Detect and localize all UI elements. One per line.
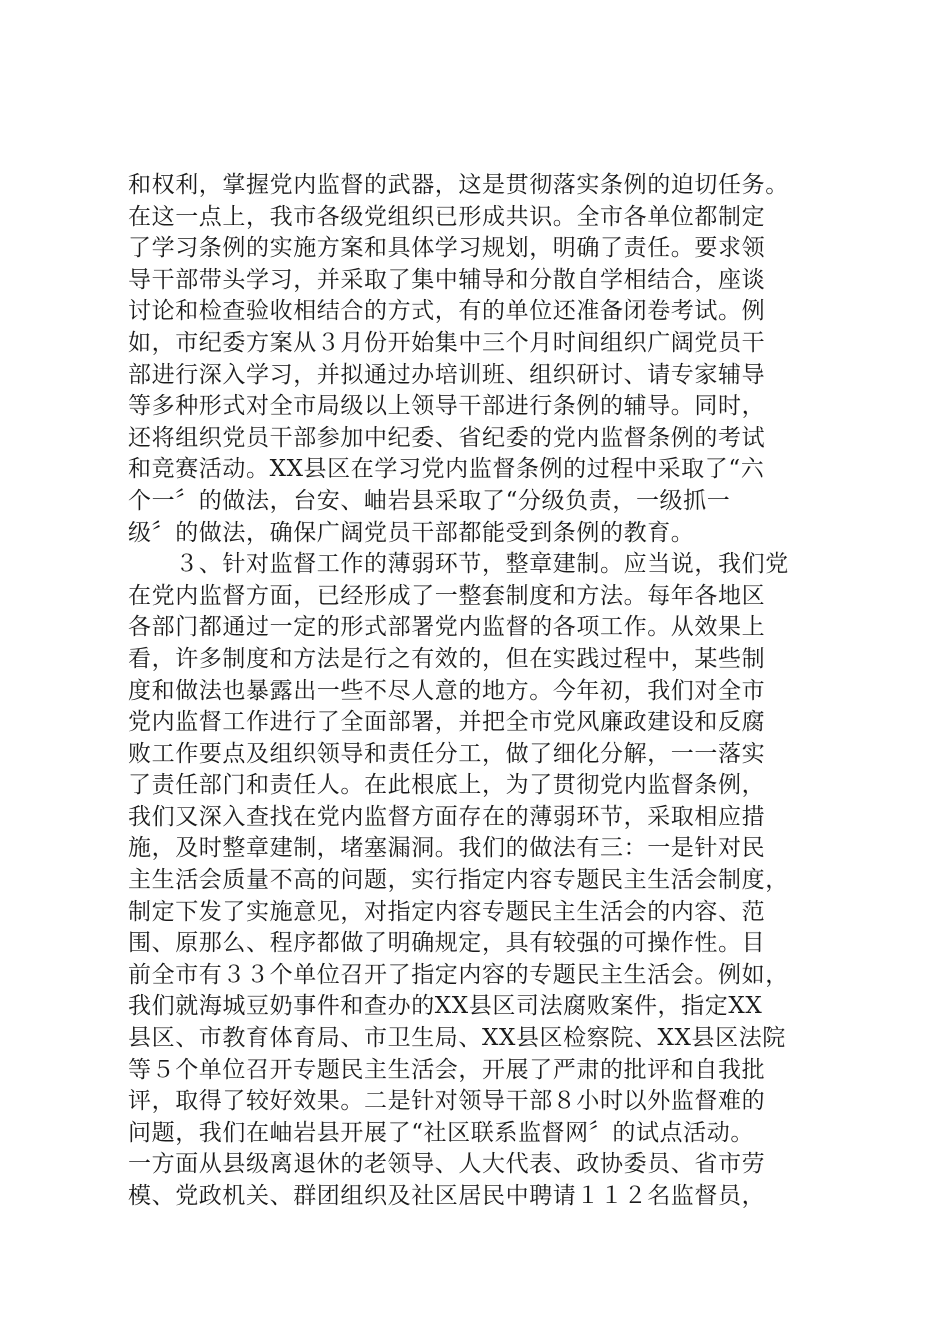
text-line: 导干部带头学习，并采取了集中辅导和分散自学相结合，座谈 bbox=[128, 266, 766, 293]
text-line: 前全市有３３个单位召开了指定内容的专题民主生活会。例如， bbox=[128, 961, 789, 988]
text-line: 模、党政机关、群团组织及社区居民中聘请１１２名监督员， bbox=[128, 1183, 766, 1209]
text-line: 等５个单位召开专题民主生活会，开展了严肃的批评和自我批 bbox=[128, 1056, 766, 1083]
text-line: 个一〞的做法，台安、岫岩县采取了“分级负责，一级抓一 bbox=[128, 487, 731, 514]
paragraph-start-line: ３、针对监督工作的薄弱环节，整章建制。应当说，我们党 bbox=[128, 551, 789, 578]
text-line: 和权利，掌握党内监督的武器，这是贯彻落实条例的迫切任务。 bbox=[128, 172, 789, 198]
text-line: 等多种形式对全市局级以上领导干部进行条例的辅导。同时， bbox=[128, 393, 766, 420]
text-line: 如，市纪委方案从３月份开始集中三个月时间组织广阔党员干 bbox=[128, 329, 766, 356]
text-line: 我们就海城豆奶事件和查办的XX县区司法腐败案件，指定XX bbox=[128, 993, 763, 1020]
text-line: 在党内监督方面，已经形成了一整套制度和方法。每年各地区 bbox=[128, 582, 766, 609]
text-line: 在这一点上，我市各级党组织已形成共识。全市各单位都制定 bbox=[128, 203, 766, 230]
text-line: 和竞赛活动。XX县区在学习党内监督条例的过程中采取了“六 bbox=[128, 456, 765, 483]
text-line: 看，许多制度和方法是行之有效的，但在实践过程中，某些制 bbox=[128, 645, 766, 672]
text-line: 问题，我们在岫岩县开展了“社区联系监督网〞的试点活动。 bbox=[128, 1119, 754, 1146]
text-line: 级〞的做法，确保广阔党员干部都能受到条例的教育。 bbox=[128, 519, 695, 546]
text-line: 部进行深入学习，并拟通过办培训班、组织研讨、请专家辅导 bbox=[128, 361, 766, 388]
text-line: 各部门都通过一定的形式部署党内监督的各项工作。从效果上 bbox=[128, 614, 766, 641]
text-line: 围、原那么、程序都做了明确规定，具有较强的可操作性。目 bbox=[128, 930, 766, 957]
text-line: 制定下发了实施意见，对指定内容专题民主生活会的内容、范 bbox=[128, 898, 766, 925]
text-line: 评，取得了较好效果。二是针对领导干部８小时以外监督难的 bbox=[128, 1088, 766, 1115]
text-line: 施，及时整章建制，堵塞漏洞。我们的做法有三：一是针对民 bbox=[128, 835, 766, 862]
text-line: 了学习条例的实施方案和具体学习规划，明确了责任。要求领 bbox=[128, 235, 766, 262]
text-line: 还将组织党员干部参加中纪委、省纪委的党内监督条例的考试 bbox=[128, 424, 766, 451]
text-line: 一方面从县级离退休的老领导、人大代表、政协委员、省市劳 bbox=[128, 1151, 766, 1178]
text-line: 了责任部门和责任人。在此根底上，为了贯彻党内监督条例， bbox=[128, 772, 766, 799]
text-line: 讨论和检查验收相结合的方式，有的单位还准备闭卷考试。例 bbox=[128, 298, 766, 325]
text-line: 我们又深入查找在党内监督方面存在的薄弱环节，采取相应措 bbox=[128, 803, 766, 830]
text-line: 县区、市教育体育局、市卫生局、XX县区检察院、XX县区法院 bbox=[128, 1025, 786, 1052]
text-line: 败工作要点及组织领导和责任分工，做了细化分解，一一落实 bbox=[128, 740, 766, 767]
text-line: 度和做法也暴露出一些不尽人意的地方。今年初，我们对全市 bbox=[128, 677, 766, 704]
body-text bbox=[128, 170, 828, 1213]
text-line: 党内监督工作进行了全面部署，并把全市党风廉政建设和反腐 bbox=[128, 709, 766, 736]
text-line: 主生活会质量不高的问题，实行指定内容专题民主生活会制度， bbox=[128, 867, 789, 894]
